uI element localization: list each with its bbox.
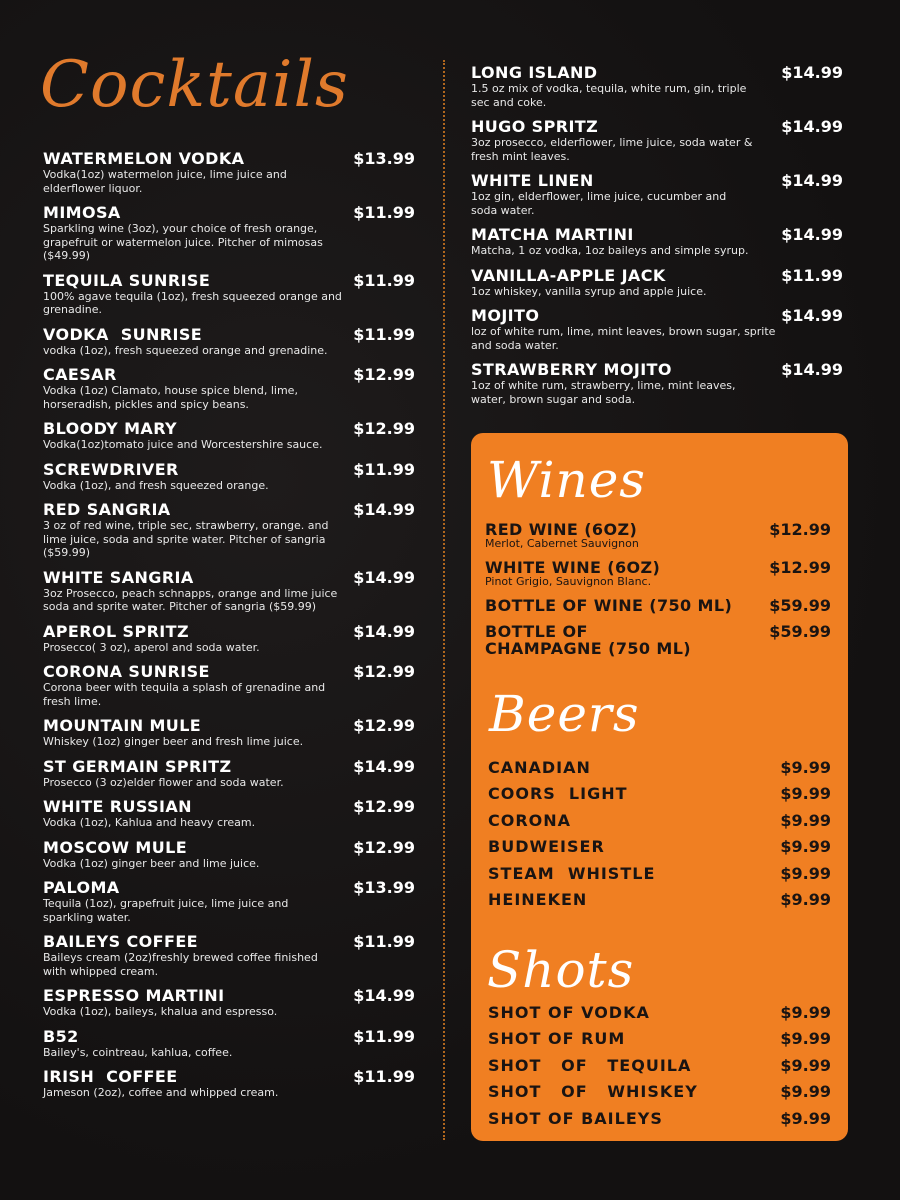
wine-description: Merlot, Cabernet Sauvignon	[485, 537, 639, 550]
item-description: Vodka(1oz)tomato juice and Worcestershire sauce.	[43, 438, 323, 451]
menu-item	[471, 361, 843, 406]
item-price: $14.99	[781, 225, 843, 244]
item-name: CAESAR	[43, 365, 117, 384]
item-name: MIMOSA	[43, 203, 121, 222]
item-name: VODKA SUNRISE	[43, 324, 203, 344]
beer-item	[485, 812, 831, 838]
item-name: ESPRESSO MARTINI	[43, 986, 225, 1005]
shot-item	[485, 1004, 831, 1030]
item-description: Whiskey (1oz) ginger beer and fresh lime juice.	[43, 735, 304, 748]
menu-item	[43, 1028, 415, 1060]
menu-item	[43, 420, 415, 452]
item-price: $12.99	[353, 716, 415, 735]
beer-price: $9.99	[780, 784, 831, 804]
beer-item	[485, 785, 831, 811]
item-name: BLOODY MARY	[43, 419, 178, 438]
shot-name: SHOT OF VODKA	[488, 1003, 650, 1022]
item-description: Prosecco( 3 oz), aperol and soda water.	[43, 640, 260, 654]
item-name: B52	[43, 1026, 79, 1046]
item-description: Vodka (1oz), and fresh squeezed orange.	[43, 478, 269, 492]
drinks-panel	[471, 433, 848, 1141]
wine-item	[485, 623, 831, 657]
item-name: IRISH COFFEE	[43, 1067, 178, 1086]
item-name: APEROL SPRITZ	[43, 621, 189, 641]
item-price: $14.99	[781, 171, 843, 190]
beer-item	[485, 891, 831, 917]
menu-item	[471, 307, 843, 352]
item-price: $14.99	[353, 621, 415, 641]
beer-name: COORS LIGHT	[488, 784, 628, 804]
item-description: Corona beer with tequila a splash of grenadine and fresh lime.	[43, 681, 326, 708]
shot-price: $9.99	[780, 1055, 831, 1075]
cocktails-list-right	[471, 64, 843, 415]
menu-item	[43, 663, 415, 708]
item-name: VANILLA-APPLE JACK	[471, 265, 666, 285]
item-name: MOUNTAIN MULE	[43, 716, 202, 735]
item-description: Jameson (2oz), coffee and whipped cream.	[43, 1086, 279, 1099]
item-price: $14.99	[781, 360, 843, 379]
item-price: $12.99	[353, 662, 415, 681]
item-description: 1oz of white rum, strawberry, lime, mint leaves, water, brown sugar and soda.	[471, 379, 736, 406]
item-price: $12.99	[353, 365, 415, 384]
beer-price: $9.99	[780, 889, 831, 909]
item-name: SCREWDRIVER	[43, 459, 179, 479]
wine-name: RED WINE (6OZ)	[485, 520, 638, 539]
cocktails-list-left	[43, 150, 415, 1109]
menu-item	[43, 717, 415, 749]
beer-name: HEINEKEN	[488, 889, 588, 909]
item-price: $14.99	[353, 986, 415, 1005]
menu-item	[43, 758, 415, 790]
beer-price: $9.99	[780, 863, 831, 883]
item-name: HUGO SPRITZ	[471, 117, 599, 136]
item-price: $12.99	[353, 797, 415, 816]
wines-list	[485, 521, 831, 666]
item-description: vodka (1oz), fresh squeezed orange and grenadine.	[43, 343, 328, 357]
item-name: MOSCOW MULE	[43, 837, 188, 857]
menu-item	[43, 623, 415, 655]
item-name: BAILEYS COFFEE	[43, 932, 198, 951]
item-name: ST GERMAIN SPRITZ	[43, 756, 232, 776]
item-description: Vodka (1oz), baileys, khalua and espresso.	[43, 1005, 278, 1018]
menu-item	[471, 64, 843, 109]
beer-price: $9.99	[780, 758, 831, 777]
column-divider	[443, 60, 445, 1140]
menu-item	[43, 879, 415, 924]
beers-title: Beers	[489, 685, 640, 743]
item-description: loz of white rum, lime, mint leaves, brown sugar, sprite and soda water.	[471, 325, 776, 352]
menu-item	[43, 987, 415, 1019]
wine-price: $12.99	[769, 520, 831, 539]
item-price: $11.99	[353, 1067, 415, 1086]
wine-description: Pinot Grigio, Sauvignon Blanc.	[485, 575, 652, 588]
item-name: WHITE SANGRIA	[43, 567, 194, 587]
shot-item	[485, 1057, 831, 1083]
shot-item	[485, 1110, 831, 1136]
menu-item	[43, 569, 415, 614]
item-price: $11.99	[353, 1026, 415, 1046]
beer-item	[485, 838, 831, 864]
item-description: 1oz gin, elderflower, lime juice, cucumber and soda water.	[471, 190, 727, 217]
item-price: $11.99	[353, 324, 415, 344]
item-description: Bailey's, cointreau, kahlua, coffee.	[43, 1045, 233, 1059]
shot-item	[485, 1030, 831, 1056]
item-price: $12.99	[353, 837, 415, 857]
shot-name: SHOT OF TEQUILA	[488, 1055, 692, 1075]
item-name: CORONA SUNRISE	[43, 662, 210, 681]
item-price: $11.99	[353, 459, 415, 479]
beer-price: $9.99	[780, 837, 831, 857]
wine-price: $59.99	[769, 596, 831, 615]
shot-price: $9.99	[780, 1108, 831, 1128]
beer-item	[485, 865, 831, 891]
item-description: 3 oz of red wine, triple sec, strawberry, orange. and lime juice, soda and sprite water. Pitcher of sangria ($59.99)	[43, 519, 329, 559]
wine-name: BOTTLE OF CHAMPAGNE (750 ML)	[485, 622, 692, 658]
item-description: 1oz whiskey, vanilla syrup and apple juice.	[471, 284, 707, 298]
item-price: $14.99	[353, 756, 415, 776]
item-name: STRAWBERRY MOJITO	[471, 360, 672, 379]
item-price: $11.99	[353, 932, 415, 951]
shots-title: Shots	[487, 941, 635, 999]
item-name: WATERMELON VODKA	[43, 149, 245, 168]
item-price: $14.99	[781, 63, 843, 82]
item-price: $13.99	[353, 149, 415, 168]
item-name: PALOMA	[43, 878, 120, 897]
wine-price: $12.99	[769, 558, 831, 577]
menu-item	[43, 272, 415, 317]
item-name: MATCHA MARTINI	[471, 225, 634, 244]
item-description: Matcha, 1 oz vodka, 1oz baileys and simple syrup.	[471, 244, 749, 257]
item-price: $14.99	[353, 567, 415, 587]
shot-price: $9.99	[780, 1082, 831, 1102]
shots-list	[485, 1004, 831, 1136]
beer-name: BUDWEISER	[488, 837, 605, 857]
item-description: Vodka (1oz) ginger beer and lime juice.	[43, 856, 260, 870]
shot-name: SHOT OF WHISKEY	[488, 1082, 698, 1102]
menu-item	[43, 798, 415, 830]
item-description: 3oz prosecco, elderflower, lime juice, soda water & fresh mint leaves.	[471, 136, 753, 163]
item-description: 3oz Prosecco, peach schnapps, orange and lime juice soda and sprite water. Pitcher of sangria ($59.99)	[43, 586, 338, 613]
menu-item	[43, 326, 415, 358]
item-price: $14.99	[781, 117, 843, 136]
menu-item	[471, 226, 843, 258]
item-name: WHITE LINEN	[471, 171, 594, 190]
item-description: Sparkling wine (3oz), your choice of fresh orange, grapefruit or watermelon juice. Pitcher of mimosas ($49.99)	[43, 222, 323, 262]
menu-item	[471, 172, 843, 217]
item-price: $11.99	[353, 203, 415, 222]
item-name: WHITE RUSSIAN	[43, 797, 192, 816]
item-price: $11.99	[353, 270, 415, 290]
menu-item	[43, 461, 415, 493]
beer-name: STEAM WHISTLE	[488, 863, 656, 883]
menu-item	[43, 204, 415, 263]
menu-item	[43, 933, 415, 978]
wine-item	[485, 597, 831, 614]
item-name: RED SANGRIA	[43, 500, 171, 519]
beers-list	[485, 759, 831, 917]
menu-item	[43, 366, 415, 411]
shot-price: $9.99	[780, 1029, 831, 1049]
item-description: Baileys cream (2oz)freshly brewed coffee finished with whipped cream.	[43, 951, 318, 978]
item-description: 1.5 oz mix of vodka, tequila, white rum, gin, triple sec and coke.	[471, 82, 747, 109]
shot-price: $9.99	[780, 1003, 831, 1022]
beer-item	[485, 759, 831, 785]
beer-name: CANADIAN	[488, 758, 591, 777]
beer-price: $9.99	[780, 810, 831, 830]
item-name: TEQUILA SUNRISE	[43, 270, 211, 290]
item-price: $12.99	[353, 419, 415, 438]
item-description: Tequila (1oz), grapefruit juice, lime juice and sparkling water.	[43, 897, 289, 924]
item-price: $14.99	[781, 306, 843, 325]
cocktails-title: Cocktails	[40, 48, 349, 122]
wine-name: WHITE WINE (6OZ)	[485, 558, 661, 577]
item-description: Vodka (1oz), Kahlua and heavy cream.	[43, 816, 256, 829]
menu-item	[471, 118, 843, 163]
item-description: 100% agave tequila (1oz), fresh squeezed orange and grenadine.	[43, 289, 342, 316]
menu-item	[43, 150, 415, 195]
item-price: $11.99	[781, 265, 843, 285]
wines-title: Wines	[487, 451, 646, 509]
shot-item	[485, 1083, 831, 1109]
shot-name: SHOT OF RUM	[488, 1029, 626, 1049]
item-name: LONG ISLAND	[471, 63, 598, 82]
wine-price: $59.99	[769, 622, 831, 641]
item-name: MOJITO	[471, 306, 540, 325]
item-description: Vodka(1oz) watermelon juice, lime juice and elderflower liquor.	[43, 168, 287, 195]
menu-item	[43, 501, 415, 560]
wine-name: BOTTLE OF WINE (750 ML)	[485, 596, 733, 615]
wine-item	[485, 521, 831, 550]
item-price: $13.99	[353, 878, 415, 897]
item-price: $14.99	[353, 500, 415, 519]
wine-item	[485, 559, 831, 588]
item-description: Vodka (1oz) Clamato, house spice blend, lime, horseradish, pickles and spicy beans.	[43, 384, 298, 411]
item-description: Prosecco (3 oz)elder flower and soda water.	[43, 775, 284, 789]
menu-item	[43, 839, 415, 871]
shot-name: SHOT OF BAILEYS	[488, 1108, 663, 1128]
menu-item	[43, 1068, 415, 1100]
menu-item	[471, 267, 843, 299]
beer-name: CORONA	[488, 810, 572, 830]
